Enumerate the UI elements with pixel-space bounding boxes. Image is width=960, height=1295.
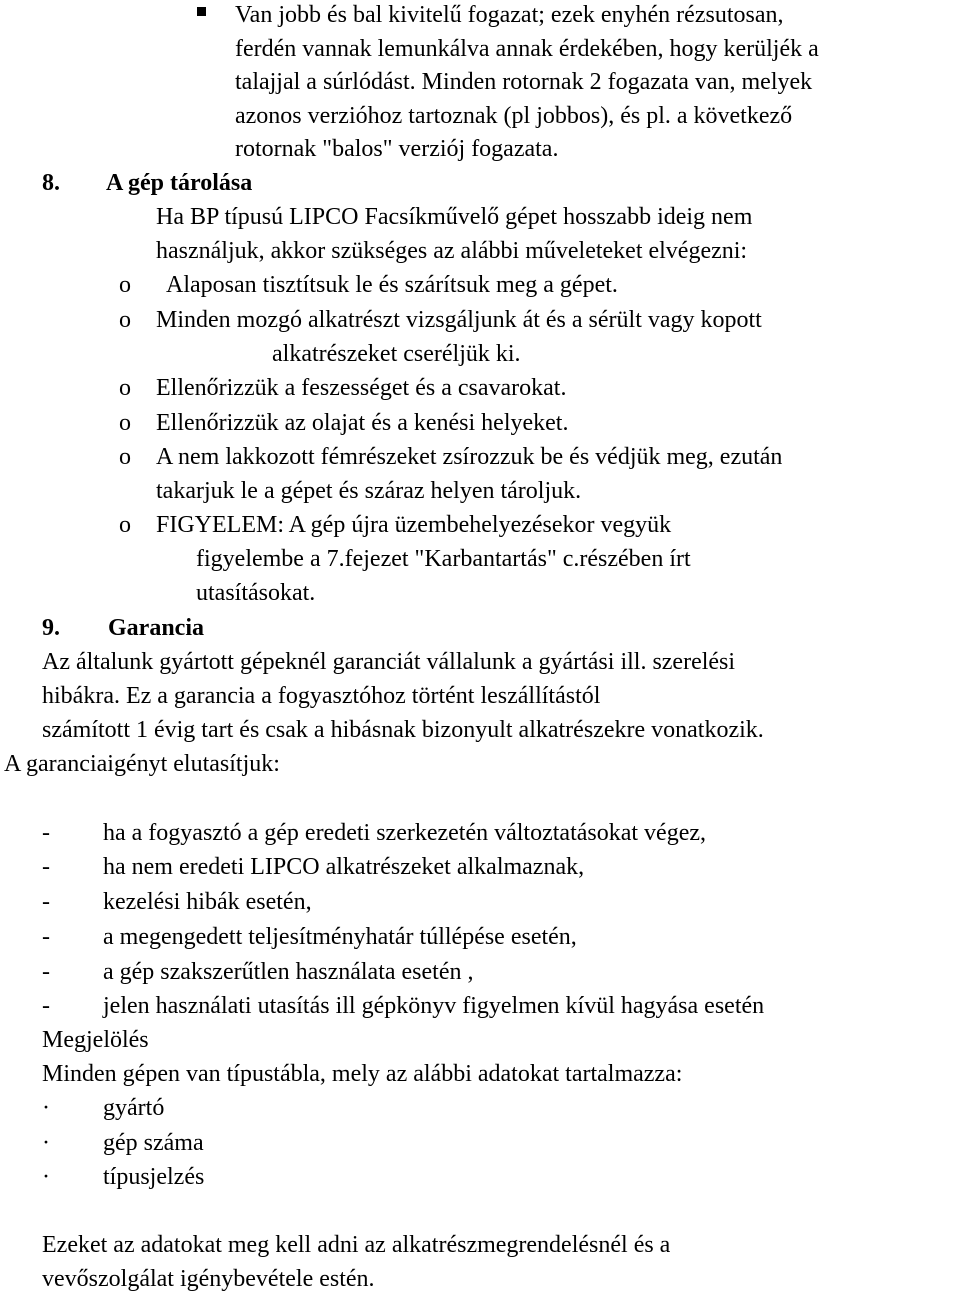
reject-item: ha a fogyasztó a gép eredeti szerkezetén változtatásokat végez, xyxy=(103,820,707,846)
dot-bullet: · xyxy=(42,1095,50,1121)
circle-bullet: o xyxy=(119,444,131,470)
reject-item: kezelési hibák esetén, xyxy=(103,889,312,915)
reject-item: a megengedett teljesítményhatár túllépése esetén, xyxy=(103,924,577,950)
closing-line: Ezeket az adatokat meg kell adni az alkatrészmegrendelésnél és a xyxy=(42,1232,671,1258)
dot-bullet: · xyxy=(42,1164,50,1190)
section-heading: A gép tárolása xyxy=(106,170,253,196)
dash-bullet: - xyxy=(42,924,50,950)
warranty-paragraph-line: Az általunk gyártott gépeknél garanciát vállalunk a gyártási ill. szerelési xyxy=(42,649,736,675)
storage-item-cont: utasításokat. xyxy=(196,580,316,606)
dot-bullet: · xyxy=(42,1130,50,1156)
storage-item: FIGYELEM: A gép újra üzembehelyezésekor vegyük xyxy=(156,512,672,538)
marking-heading: Megjelölés xyxy=(42,1027,149,1053)
reject-item: a gép szakszerűtlen használata esetén , xyxy=(103,959,474,985)
intro-line: azonos verzióhoz tartoznak (pl jobbos), és pl. a következő xyxy=(235,103,793,129)
section-intro-line: használjuk, akkor szükséges az alábbi műveleteket elvégezni: xyxy=(156,238,748,264)
dash-bullet: - xyxy=(42,820,50,846)
reject-item: jelen használati utasítás ill gépkönyv figyelmen kívül hagyása esetén xyxy=(103,993,765,1019)
section-number: 8. xyxy=(42,170,60,196)
marking-item: gép száma xyxy=(103,1130,204,1156)
reject-item: ha nem eredeti LIPCO alkatrészeket alkalmaznak, xyxy=(103,854,585,880)
section-intro-line: Ha BP típusú LIPCO Facsíkművelő gépet hosszabb ideig nem xyxy=(156,204,753,230)
circle-bullet: o xyxy=(119,307,131,333)
warranty-paragraph-line: számított 1 évig tart és csak a hibásnak bizonyult alkatrészekre vonatkozik. xyxy=(42,717,764,743)
storage-item: Ellenőrizzük az olajat és a kenési helyeket. xyxy=(156,410,569,436)
storage-item-cont: alkatrészeket cseréljük ki. xyxy=(272,341,521,367)
closing-line: vevőszolgálat igénybevétele estén. xyxy=(42,1266,375,1292)
storage-item-cont: figyelembe a 7.fejezet "Karbantartás" c.részében írt xyxy=(196,546,691,572)
reject-intro: A garanciaigényt elutasítjuk: xyxy=(4,751,280,777)
storage-item: Minden mozgó alkatrészt vizsgáljunk át és a sérült vagy kopott xyxy=(156,307,762,333)
intro-line: talajjal a súrlódást. Minden rotornak 2 fogazata van, melyek xyxy=(235,69,813,95)
circle-bullet: o xyxy=(119,512,131,538)
intro-line: rotornak "balos" verziój fogazata. xyxy=(235,136,559,162)
storage-item: Ellenőrizzük a feszességet és a csavarokat. xyxy=(156,375,567,401)
warranty-paragraph-line: hibákra. Ez a garancia a fogyasztóhoz történt leszállítástól xyxy=(42,683,601,709)
square-bullet-icon xyxy=(197,7,206,16)
dash-bullet: - xyxy=(42,993,50,1019)
section-heading: Garancia xyxy=(108,615,204,641)
storage-item-cont: takarjuk le a gépet és száraz helyen tároljuk. xyxy=(156,478,582,504)
storage-item: A nem lakkozott fémrészeket zsírozzuk be és védjük meg, ezután xyxy=(156,444,783,470)
dash-bullet: - xyxy=(42,889,50,915)
marking-intro: Minden gépen van típustábla, mely az alábbi adatokat tartalmazza: xyxy=(42,1061,683,1087)
intro-line: ferdén vannak lemunkálva annak érdekében, hogy kerüljék a xyxy=(235,36,819,62)
storage-item: Alaposan tisztítsuk le és szárítsuk meg a gépet. xyxy=(166,272,618,298)
dash-bullet: - xyxy=(42,959,50,985)
marking-item: gyártó xyxy=(103,1095,165,1121)
marking-item: típusjelzés xyxy=(103,1164,205,1190)
section-number: 9. xyxy=(42,615,60,641)
circle-bullet: o xyxy=(119,375,131,401)
intro-line: Van jobb és bal kivitelű fogazat; ezek enyhén rézsutosan, xyxy=(235,2,784,28)
circle-bullet: o xyxy=(119,410,131,436)
circle-bullet: o xyxy=(119,272,131,298)
dash-bullet: - xyxy=(42,854,50,880)
